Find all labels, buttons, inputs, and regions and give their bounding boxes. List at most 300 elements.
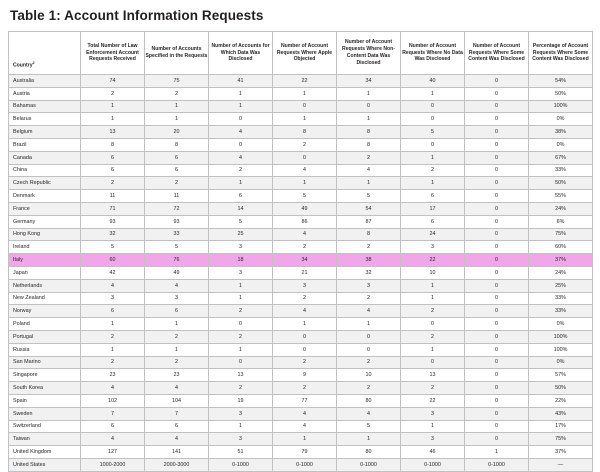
cell-value: — [529, 458, 593, 471]
cell-value: 2 [209, 305, 273, 318]
cell-value: 1 [145, 343, 209, 356]
cell-value: 0 [273, 330, 337, 343]
table-row [9, 292, 593, 305]
cell-value: 93 [81, 215, 145, 228]
cell-value: 7 [81, 407, 145, 420]
cell-value: 0 [337, 330, 401, 343]
cell-value: 6 [401, 190, 465, 203]
cell-value: 0 [337, 100, 401, 113]
cell-value: 1 [401, 87, 465, 100]
cell-country: Sweden [9, 407, 81, 420]
cell-value: 5 [401, 126, 465, 139]
column-header-country [9, 32, 81, 75]
cell-country: Australia [9, 75, 81, 88]
cell-value: 9 [273, 369, 337, 382]
cell-value: 67% [529, 151, 593, 164]
cell-value: 3 [209, 241, 273, 254]
cell-value: 5 [337, 190, 401, 203]
cell-country: Singapore [9, 369, 81, 382]
cell-value: 100% [529, 100, 593, 113]
cell-value: 3 [273, 279, 337, 292]
cell-value: 3 [209, 407, 273, 420]
table-row [9, 138, 593, 151]
column-header-no-data-disclosed: Number of Account Requests Where No Data Was Disclosed [401, 32, 465, 75]
cell-value: 1 [337, 87, 401, 100]
cell-value: 1 [145, 113, 209, 126]
cell-value: 0 [465, 75, 529, 88]
cell-country: China [9, 164, 81, 177]
cell-value: 0 [465, 356, 529, 369]
cell-value: 5 [81, 241, 145, 254]
cell-value: 50% [529, 382, 593, 395]
cell-value: 2 [273, 356, 337, 369]
column-header-some-content-disclosed: Number of Account Requests Where Some Content Was Disclosed [465, 32, 529, 75]
cell-value: 4 [337, 407, 401, 420]
cell-value: 1 [145, 318, 209, 331]
cell-value: 0 [465, 151, 529, 164]
cell-country: United Kingdom [9, 446, 81, 459]
table-body [9, 75, 593, 472]
cell-value: 1 [401, 343, 465, 356]
cell-value: 2 [209, 330, 273, 343]
cell-value: 79 [273, 446, 337, 459]
cell-value: 1 [273, 433, 337, 446]
cell-country: Brazil [9, 138, 81, 151]
table-row [9, 126, 593, 139]
table-row [9, 407, 593, 420]
cell-value: 6 [81, 305, 145, 318]
cell-value: 1 [145, 100, 209, 113]
column-header-country-label: Country [13, 63, 33, 70]
cell-value: 0 [465, 394, 529, 407]
cell-value: 0 [465, 100, 529, 113]
column-header-total-requests: Total Number of Law Enforcement Account Requests Received [81, 32, 145, 75]
cell-value: 0 [465, 87, 529, 100]
cell-value: 0 [337, 343, 401, 356]
cell-value: 100% [529, 343, 593, 356]
cell-value: 5 [209, 215, 273, 228]
cell-value: 0 [465, 279, 529, 292]
cell-value: 1 [209, 177, 273, 190]
cell-value: 4 [337, 164, 401, 177]
cell-value: 7 [145, 407, 209, 420]
table-row [9, 356, 593, 369]
cell-value: 2 [145, 87, 209, 100]
cell-value: 3 [401, 407, 465, 420]
cell-value: 6 [209, 190, 273, 203]
cell-value: 25 [209, 228, 273, 241]
cell-value: 6 [81, 164, 145, 177]
cell-value: 0 [273, 343, 337, 356]
cell-value: 0 [401, 138, 465, 151]
cell-value: 0 [465, 292, 529, 305]
cell-value: 6 [145, 164, 209, 177]
cell-value: 8 [273, 126, 337, 139]
cell-value: 0% [529, 138, 593, 151]
cell-country: Denmark [9, 190, 81, 203]
cell-value: 6 [81, 420, 145, 433]
table-header-row [9, 32, 593, 75]
cell-value: 10 [337, 369, 401, 382]
table-row [9, 215, 593, 228]
cell-country: Portugal [9, 330, 81, 343]
cell-value: 18 [209, 254, 273, 267]
cell-value: 2 [273, 382, 337, 395]
table-row [9, 228, 593, 241]
cell-value: 0 [209, 356, 273, 369]
cell-value: 1 [401, 177, 465, 190]
cell-country: Bahamas [9, 100, 81, 113]
cell-value: 74 [81, 75, 145, 88]
table-row [9, 164, 593, 177]
cell-value: 0 [465, 420, 529, 433]
cell-value: 2000-3000 [145, 458, 209, 471]
cell-value: 0 [465, 190, 529, 203]
cell-value: 6 [145, 420, 209, 433]
cell-value: 75 [145, 75, 209, 88]
cell-value: 0 [465, 407, 529, 420]
table-row [9, 151, 593, 164]
cell-value: 54% [529, 75, 593, 88]
cell-value: 2 [401, 164, 465, 177]
cell-value: 51 [209, 446, 273, 459]
cell-value: 49 [145, 266, 209, 279]
cell-value: 0 [401, 100, 465, 113]
cell-value: 3 [145, 292, 209, 305]
cell-value: 2 [81, 87, 145, 100]
cell-value: 1 [273, 113, 337, 126]
cell-value: 0 [273, 151, 337, 164]
cell-value: 17% [529, 420, 593, 433]
cell-value: 0 [209, 318, 273, 331]
cell-value: 1 [273, 177, 337, 190]
cell-value: 4 [273, 305, 337, 318]
table-row [9, 87, 593, 100]
cell-value: 2 [81, 177, 145, 190]
cell-value: 0 [465, 330, 529, 343]
cell-value: 8 [81, 138, 145, 151]
cell-country: Austria [9, 87, 81, 100]
country-footnote-marker: 2 [32, 61, 35, 66]
cell-value: 4 [273, 164, 337, 177]
table-row [9, 305, 593, 318]
cell-country: Canada [9, 151, 81, 164]
cell-value: 5 [337, 420, 401, 433]
cell-value: 2 [145, 356, 209, 369]
cell-value: 0% [529, 318, 593, 331]
cell-value: 50% [529, 177, 593, 190]
cell-value: 4 [273, 228, 337, 241]
cell-value: 4 [81, 382, 145, 395]
cell-value: 0 [465, 202, 529, 215]
cell-value: 13 [209, 369, 273, 382]
cell-country: France [9, 202, 81, 215]
cell-value: 1 [81, 318, 145, 331]
cell-value: 21 [273, 266, 337, 279]
cell-country: Japan [9, 266, 81, 279]
cell-value: 4 [81, 279, 145, 292]
cell-value: 1 [209, 420, 273, 433]
cell-value: 8 [337, 138, 401, 151]
cell-value: 71 [81, 202, 145, 215]
cell-country: New Zealand [9, 292, 81, 305]
cell-value: 86 [273, 215, 337, 228]
cell-value: 0-1000 [465, 458, 529, 471]
table-row [9, 446, 593, 459]
cell-value: 8 [337, 228, 401, 241]
cell-value: 0 [465, 343, 529, 356]
cell-value: 6 [81, 151, 145, 164]
cell-value: 2 [337, 382, 401, 395]
cell-value: 38 [337, 254, 401, 267]
cell-value: 80 [337, 446, 401, 459]
table-row [9, 190, 593, 203]
cell-value: 4 [209, 126, 273, 139]
cell-value: 40 [401, 75, 465, 88]
cell-value: 0 [465, 305, 529, 318]
cell-value: 6% [529, 215, 593, 228]
cell-value: 32 [81, 228, 145, 241]
cell-value: 1 [273, 318, 337, 331]
cell-value: 1 [337, 113, 401, 126]
cell-value: 2 [81, 330, 145, 343]
table-row [9, 202, 593, 215]
cell-value: 3 [401, 241, 465, 254]
table-row [9, 433, 593, 446]
cell-value: 43% [529, 407, 593, 420]
cell-value: 100% [529, 330, 593, 343]
cell-value: 33% [529, 305, 593, 318]
cell-value: 46 [401, 446, 465, 459]
cell-value: 6 [401, 215, 465, 228]
cell-value: 23 [81, 369, 145, 382]
cell-value: 2 [401, 305, 465, 318]
table-row [9, 330, 593, 343]
cell-value: 50% [529, 87, 593, 100]
cell-value: 25% [529, 279, 593, 292]
cell-value: 77 [273, 394, 337, 407]
cell-value: 1000-2000 [81, 458, 145, 471]
cell-value: 1 [337, 318, 401, 331]
cell-value: 2 [209, 382, 273, 395]
table-row [9, 279, 593, 292]
cell-value: 0 [465, 254, 529, 267]
cell-value: 2 [81, 356, 145, 369]
cell-value: 2 [273, 241, 337, 254]
cell-country: Russia [9, 343, 81, 356]
table-row [9, 369, 593, 382]
cell-value: 76 [145, 254, 209, 267]
table-row [9, 382, 593, 395]
cell-value: 0 [465, 433, 529, 446]
cell-value: 87 [337, 215, 401, 228]
cell-country: Taiwan [9, 433, 81, 446]
cell-value: 10 [401, 266, 465, 279]
cell-value: 2 [273, 138, 337, 151]
cell-value: 1 [209, 87, 273, 100]
cell-value: 0 [465, 382, 529, 395]
cell-value: 80 [337, 394, 401, 407]
page-title: Table 1: Account Information Requests [10, 8, 264, 23]
cell-value: 4 [337, 305, 401, 318]
cell-value: 1 [209, 343, 273, 356]
cell-value: 33% [529, 292, 593, 305]
cell-value: 2 [401, 330, 465, 343]
cell-country: Spain [9, 394, 81, 407]
cell-value: 0 [465, 318, 529, 331]
cell-value: 33% [529, 164, 593, 177]
cell-country: Germany [9, 215, 81, 228]
cell-value: 0 [465, 164, 529, 177]
cell-value: 3 [337, 279, 401, 292]
cell-value: 102 [81, 394, 145, 407]
cell-value: 0 [465, 126, 529, 139]
cell-value: 8 [337, 126, 401, 139]
cell-value: 4 [145, 279, 209, 292]
table-row [9, 343, 593, 356]
cell-value: 0 [465, 228, 529, 241]
cell-value: 4 [209, 151, 273, 164]
cell-value: 1 [81, 113, 145, 126]
cell-value: 2 [337, 151, 401, 164]
cell-value: 0 [465, 241, 529, 254]
cell-value: 41 [209, 75, 273, 88]
cell-value: 0% [529, 356, 593, 369]
cell-value: 0 [209, 138, 273, 151]
cell-value: 1 [209, 292, 273, 305]
cell-country: United States [9, 458, 81, 471]
cell-value: 1 [81, 100, 145, 113]
cell-country: Belarus [9, 113, 81, 126]
cell-value: 22 [401, 254, 465, 267]
cell-value: 24% [529, 266, 593, 279]
cell-value: 0 [401, 356, 465, 369]
column-header-accounts-specified: Number of Accounts Specified in the Requests [145, 32, 209, 75]
column-header-noncontent-disclosed: Number of Account Requests Where Non-Content Data Was Disclosed [337, 32, 401, 75]
cell-value: 1 [81, 343, 145, 356]
table-row [9, 254, 593, 267]
cell-value: 0 [273, 100, 337, 113]
cell-value: 11 [145, 190, 209, 203]
cell-value: 24 [401, 228, 465, 241]
cell-country: Hong Kong [9, 228, 81, 241]
column-header-apple-objected: Number of Account Requests Where Apple Objected [273, 32, 337, 75]
cell-value: 2 [337, 292, 401, 305]
table-row [9, 394, 593, 407]
cell-country: Belgium [9, 126, 81, 139]
cell-value: 22 [273, 75, 337, 88]
cell-value: 2 [145, 177, 209, 190]
cell-value: 1 [401, 151, 465, 164]
cell-value: 0 [401, 318, 465, 331]
cell-value: 60% [529, 241, 593, 254]
cell-value: 4 [145, 382, 209, 395]
cell-value: 1 [401, 292, 465, 305]
cell-value: 1 [337, 433, 401, 446]
cell-value: 4 [273, 420, 337, 433]
cell-value: 34 [337, 75, 401, 88]
cell-value: 0-1000 [209, 458, 273, 471]
cell-value: 0 [465, 369, 529, 382]
cell-value: 32 [337, 266, 401, 279]
cell-value: 0 [465, 266, 529, 279]
cell-value: 2 [273, 292, 337, 305]
cell-value: 14 [209, 202, 273, 215]
table-row [9, 458, 593, 471]
table-row [9, 318, 593, 331]
column-header-accounts-disclosed: Number of Accounts for Which Data Was Disclosed [209, 32, 273, 75]
cell-value: 0 [209, 113, 273, 126]
cell-value: 0-1000 [401, 458, 465, 471]
cell-value: 4 [81, 433, 145, 446]
cell-country: Italy [9, 254, 81, 267]
table-row [9, 100, 593, 113]
cell-value: 57% [529, 369, 593, 382]
cell-value: 23 [145, 369, 209, 382]
cell-value: 17 [401, 202, 465, 215]
cell-value: 0% [529, 113, 593, 126]
cell-country: Netherlands [9, 279, 81, 292]
cell-value: 4 [273, 407, 337, 420]
table-row [9, 113, 593, 126]
cell-value: 2 [145, 330, 209, 343]
cell-value: 1 [465, 446, 529, 459]
cell-value: 0-1000 [273, 458, 337, 471]
table-row [9, 241, 593, 254]
cell-value: 3 [209, 433, 273, 446]
table-row [9, 177, 593, 190]
cell-value: 2 [401, 382, 465, 395]
cell-value: 60 [81, 254, 145, 267]
cell-value: 127 [81, 446, 145, 459]
cell-value: 0-1000 [337, 458, 401, 471]
cell-value: 104 [145, 394, 209, 407]
cell-value: 19 [209, 394, 273, 407]
cell-value: 33 [145, 228, 209, 241]
cell-value: 1 [209, 100, 273, 113]
account-information-requests-table [8, 31, 593, 472]
cell-value: 3 [401, 433, 465, 446]
cell-value: 6 [145, 151, 209, 164]
column-header-percentage-some-content: Percentage of Account Requests Where Some Content Was Disclosed [529, 32, 593, 75]
cell-value: 54 [337, 202, 401, 215]
cell-value: 22 [401, 394, 465, 407]
cell-value: 1 [209, 279, 273, 292]
cell-value: 20 [145, 126, 209, 139]
cell-country: Norway [9, 305, 81, 318]
cell-value: 1 [401, 420, 465, 433]
cell-value: 5 [145, 241, 209, 254]
cell-value: 11 [81, 190, 145, 203]
cell-value: 75% [529, 228, 593, 241]
cell-country: Czech Republic [9, 177, 81, 190]
cell-value: 22% [529, 394, 593, 407]
cell-value: 1 [337, 177, 401, 190]
cell-value: 3 [81, 292, 145, 305]
cell-value: 42 [81, 266, 145, 279]
cell-value: 0 [465, 113, 529, 126]
cell-value: 1 [401, 279, 465, 292]
cell-value: 49 [273, 202, 337, 215]
cell-value: 2 [337, 356, 401, 369]
cell-value: 3 [209, 266, 273, 279]
cell-value: 4 [145, 433, 209, 446]
table-header [9, 32, 593, 75]
cell-value: 2 [337, 241, 401, 254]
cell-value: 0 [465, 215, 529, 228]
cell-value: 37% [529, 446, 593, 459]
cell-value: 8 [145, 138, 209, 151]
